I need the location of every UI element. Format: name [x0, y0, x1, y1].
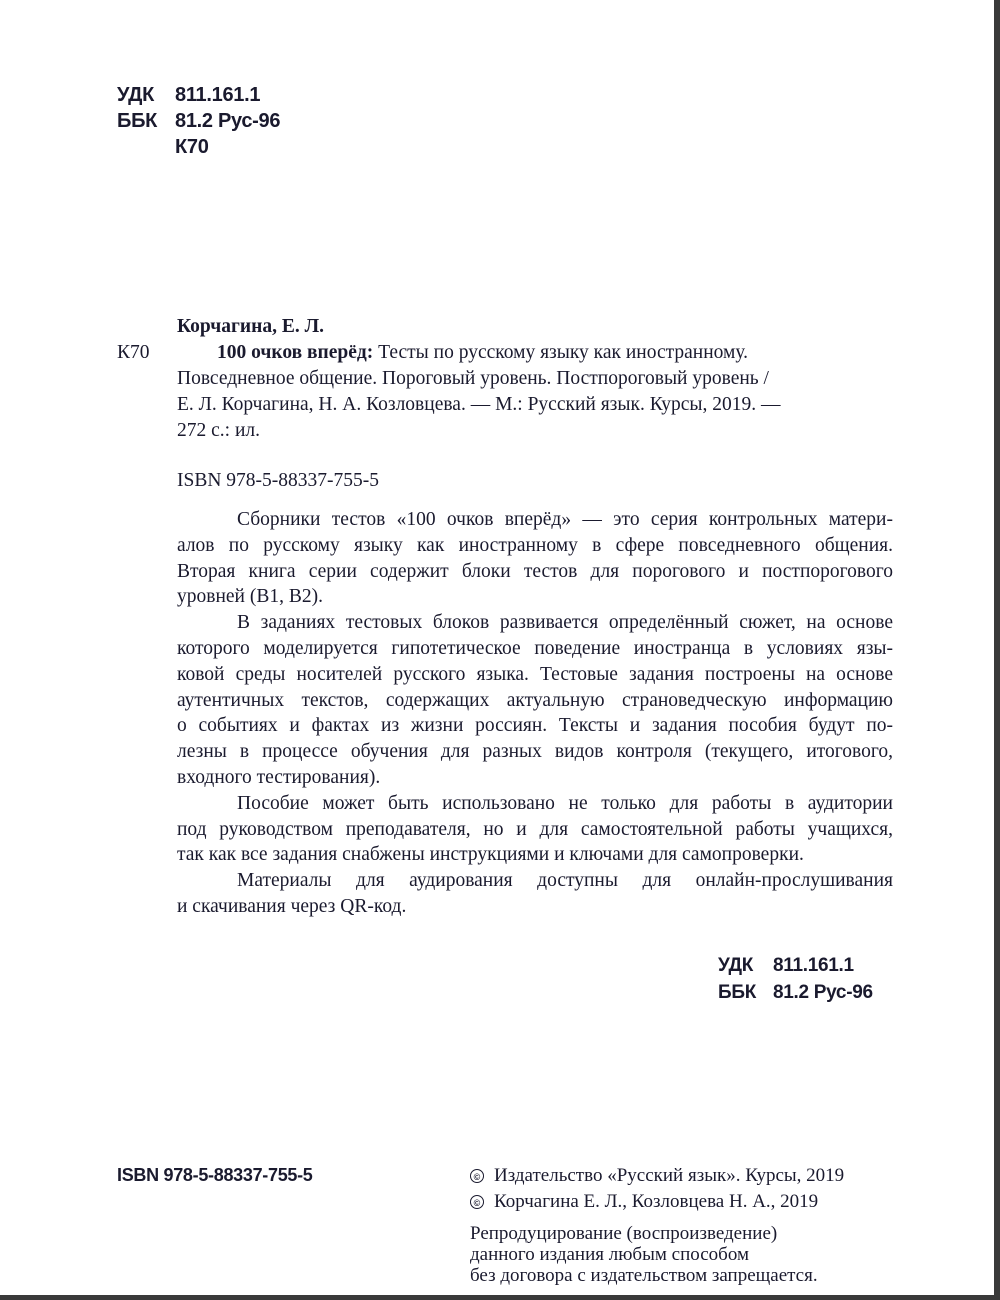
copyright-icon: ©: [470, 1195, 484, 1209]
header-classification: [117, 82, 280, 160]
record-description: [177, 340, 897, 444]
annotation-line: ковой среды носителей русского языка. Тестовые задания построены на основе: [177, 663, 893, 685]
reproduction-notice: [470, 1223, 844, 1286]
copyright-icon: ©: [470, 1169, 484, 1183]
copyright-block: [470, 1163, 844, 1286]
author-sign-row: [117, 134, 280, 160]
author-sign: К70: [175, 136, 209, 158]
annotation-line: Вторая книга серии содержит блоки тестов для порогового и постпорогового: [177, 560, 893, 582]
annotation-line: Пособие может быть использовано не только для работы в аудитории: [237, 792, 893, 814]
annotation-line: Сборники тестов «100 очков вперёд» — это серия контрольных матери-: [237, 509, 893, 530]
annotation-line: входного тестирования).: [177, 766, 381, 788]
udk-label: УДК: [117, 84, 154, 106]
record-author-sign: К70: [117, 342, 150, 363]
copyright-text: Корчагина Е. Л., Козловцева Н. А., 2019: [494, 1191, 819, 1212]
annotation-line: алов по русскому языку как иностранному в сфере повседневного общения.: [177, 534, 893, 556]
record-line: Тесты по русскому языку как иностранному.: [373, 342, 749, 363]
udk-row: [117, 82, 280, 108]
udk-row: [718, 952, 873, 979]
notice-line: данного издания любым способом: [470, 1244, 749, 1265]
annotation-line: под руководством преподавателя, но и для самостоятельной работы учащихся,: [177, 818, 893, 840]
footer-isbn: ISBN 978-5-88337-755-5: [117, 1165, 313, 1185]
annotation-line: аутентичных текстов, содержащих актуальную страноведческую информацию: [177, 689, 893, 711]
record-line: Е. Л. Корчагина, Н. А. Козловцева. — М.: Русский язык. Курсы, 2019. —: [177, 394, 781, 415]
bbk-label: ББК: [117, 110, 158, 132]
annotation-line: которого моделируется гипотетическое поведение иностранца в условиях язы-: [177, 637, 893, 659]
record-title: 100 очков вперёд:: [217, 342, 374, 363]
udk-label: УДК: [718, 955, 754, 976]
bbk-label: ББК: [718, 982, 757, 1003]
notice-line: Репродуцирование (воспроизведение): [470, 1223, 778, 1244]
bbk-row: [117, 108, 280, 134]
annotation-line: лезны в процессе обучения для разных видов контроля (текущего, итогового,: [177, 741, 893, 763]
annotation-line: В заданиях тестовых блоков развивается определённый сюжет, на основе: [237, 612, 893, 634]
annotation-line: уровней (B1, B2).: [177, 586, 323, 608]
annotation-line: о событиях и фактах из жизни россиян. Тексты и задания пособия будут по-: [177, 715, 893, 737]
notice-line: без договора с издательством запрещается.: [470, 1265, 818, 1286]
bbk-row: [718, 979, 873, 1006]
annotation: [177, 507, 893, 920]
bbk-value: 81.2 Рус-96: [175, 110, 281, 132]
record-line: 272 с.: ил.: [177, 420, 260, 441]
annotation-line: Материалы для аудирования доступны для онлайн-прослушивания: [237, 870, 893, 892]
record-line: Повседневное общение. Пороговый уровень. Постпороговый уровень /: [177, 368, 769, 389]
copyright-line: [470, 1163, 844, 1189]
copyright-line: [470, 1189, 844, 1215]
annotation-line: и скачивания через QR-код.: [177, 895, 407, 917]
record-title-line: [177, 340, 897, 366]
footer-classification: [718, 952, 873, 1006]
copyright-text: Издательство «Русский язык». Курсы, 2019: [494, 1165, 845, 1186]
record-isbn: ISBN 978-5-88337-755-5: [177, 470, 380, 491]
record-author: Корчагина, Е. Л.: [177, 316, 325, 337]
udk-value: 811.161.1: [175, 84, 261, 106]
bbk-value: 81.2 Рус-96: [773, 982, 873, 1003]
annotation-line: так как все задания снабжены инструкциями и ключами для самопроверки.: [177, 844, 804, 866]
udk-value: 811.161.1: [773, 955, 854, 976]
